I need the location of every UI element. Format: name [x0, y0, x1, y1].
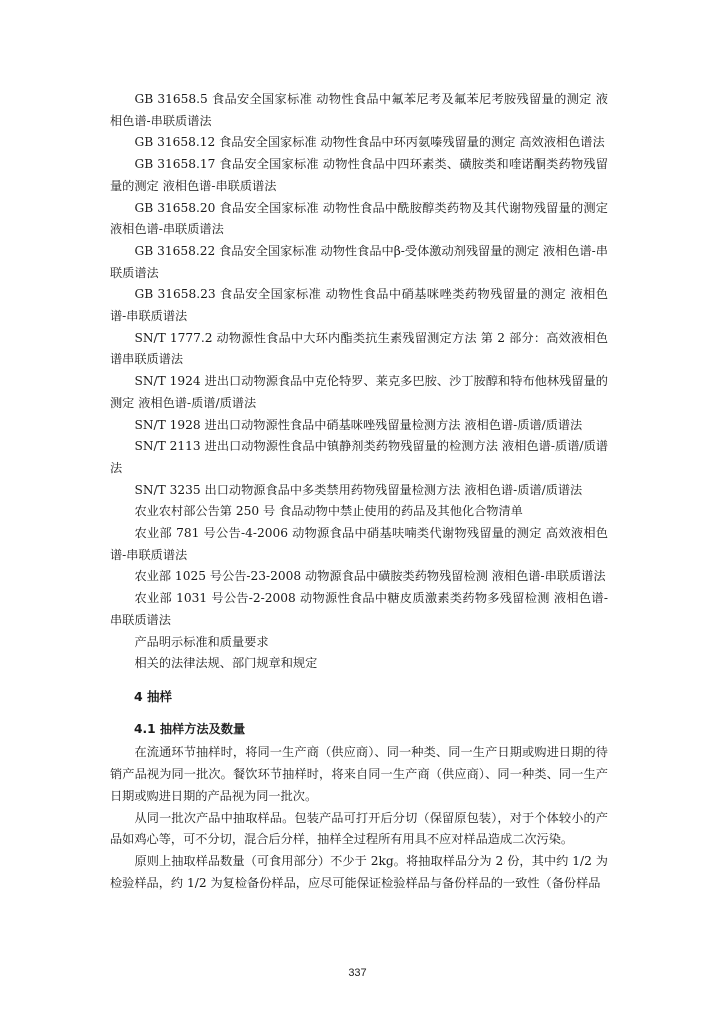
- reference-item: SN/T 1928 进出口动物源性食品中硝基咪唑残留量检测方法 液相色谱-质谱/质谱法: [134, 417, 583, 432]
- reference-item: 农业部 1025 号公告-23-2008 动物源食品中磺胺类药物残留检测 液相色谱-串联质谱法: [134, 569, 606, 584]
- body-paragraph: 在流通环节抽样时，将同一生产商（供应商）、同一种类、同一生产日期或购进日期的待销产品视为同一批次。餐饮环节抽样时，将来自同一生产商（供应商）、同一种类、同一生产日期或购进日期的产品视为同一批次。: [110, 745, 608, 803]
- body-paragraph: 从同一批次产品中抽取样品。包装产品可打开后分切（保留原包装），对于个体较小的产品如鸡心等，可不分切，混合后分样，抽样全过程所有用具不应对样品造成二次污染。: [110, 810, 608, 847]
- reference-item: 农业农村部公告第 250 号 食品动物中禁止使用的药品及其他化合物清单: [134, 504, 523, 519]
- reference-item: GB 31658.23 食品安全国家标准 动物性食品中硝基咪唑类药物残留量的测定 液相色谱-串联质谱法: [110, 287, 608, 324]
- reference-item: GB 31658.5 食品安全国家标准 动物性食品中氟苯尼考及氟苯尼考胺残留量的测定 液相色谱-串联质谱法: [110, 92, 608, 128]
- reference-item: GB 31658.20 食品安全国家标准 动物性食品中酰胺醇类药物及其代谢物残留量的测定 液相色谱-串联质谱法: [110, 200, 608, 237]
- section-heading: 4 抽样: [134, 688, 173, 704]
- reference-item: SN/T 3235 出口动物源食品中多类禁用药物残留量检测方法 液相色谱-质谱/质谱法: [134, 482, 583, 497]
- reference-item: 产品明示标准和质量要求: [134, 634, 269, 649]
- reference-item: 农业部 1031 号公告-2-2008 动物源性食品中糖皮质激素类药物多残留检测 液相色谱-串联质谱法: [110, 591, 608, 627]
- reference-item: GB 31658.17 食品安全国家标准 动物性食品中四环素类、磺胺类和喹诺酮类药物残留量的测定 液相色谱-串联质谱法: [110, 157, 608, 193]
- reference-item: GB 31658.12 食品安全国家标准 动物性食品中环丙氨嗪残留量的测定 高效液相色谱法: [134, 135, 605, 150]
- body-paragraph: 原则上抽取样品数量（可食用部分）不少于 2kg。将抽取样品分为 2 份，其中约 1/2 为检验样品，约 1/2 为复检备份样品，应尽可能保证检验样品与备份样品的一致性（备份样品: [110, 853, 608, 890]
- subsection-heading: 4.1 抽样方法及数量: [134, 721, 246, 736]
- page-content: [110, 89, 608, 894]
- reference-item: SN/T 1924 进出口动物源食品中克伦特罗、莱克多巴胺、沙丁胺醇和特布他林残留量的测定 液相色谱-质谱/质谱法: [110, 374, 608, 410]
- reference-item: 相关的法律法规、部门规章和规定: [134, 656, 318, 671]
- reference-item: GB 31658.22 食品安全国家标准 动物性食品中β-受体激动剂残留量的测定 液相色谱-串联质谱法: [110, 243, 608, 280]
- reference-item: SN/T 2113 进出口动物源性食品中镇静剂类药物残留量的检测方法 液相色谱-质谱/质谱法: [110, 439, 608, 475]
- reference-item: 农业部 781 号公告-4-2006 动物源食品中硝基呋喃类代谢物残留量的测定 高效液相色谱-串联质谱法: [110, 526, 608, 562]
- reference-item: SN/T 1777.2 动物源性食品中大环内酯类抗生素残留测定方法 第 2 部分：高效液相色谱串联质谱法: [110, 330, 608, 367]
- page-number: 337: [348, 967, 367, 979]
